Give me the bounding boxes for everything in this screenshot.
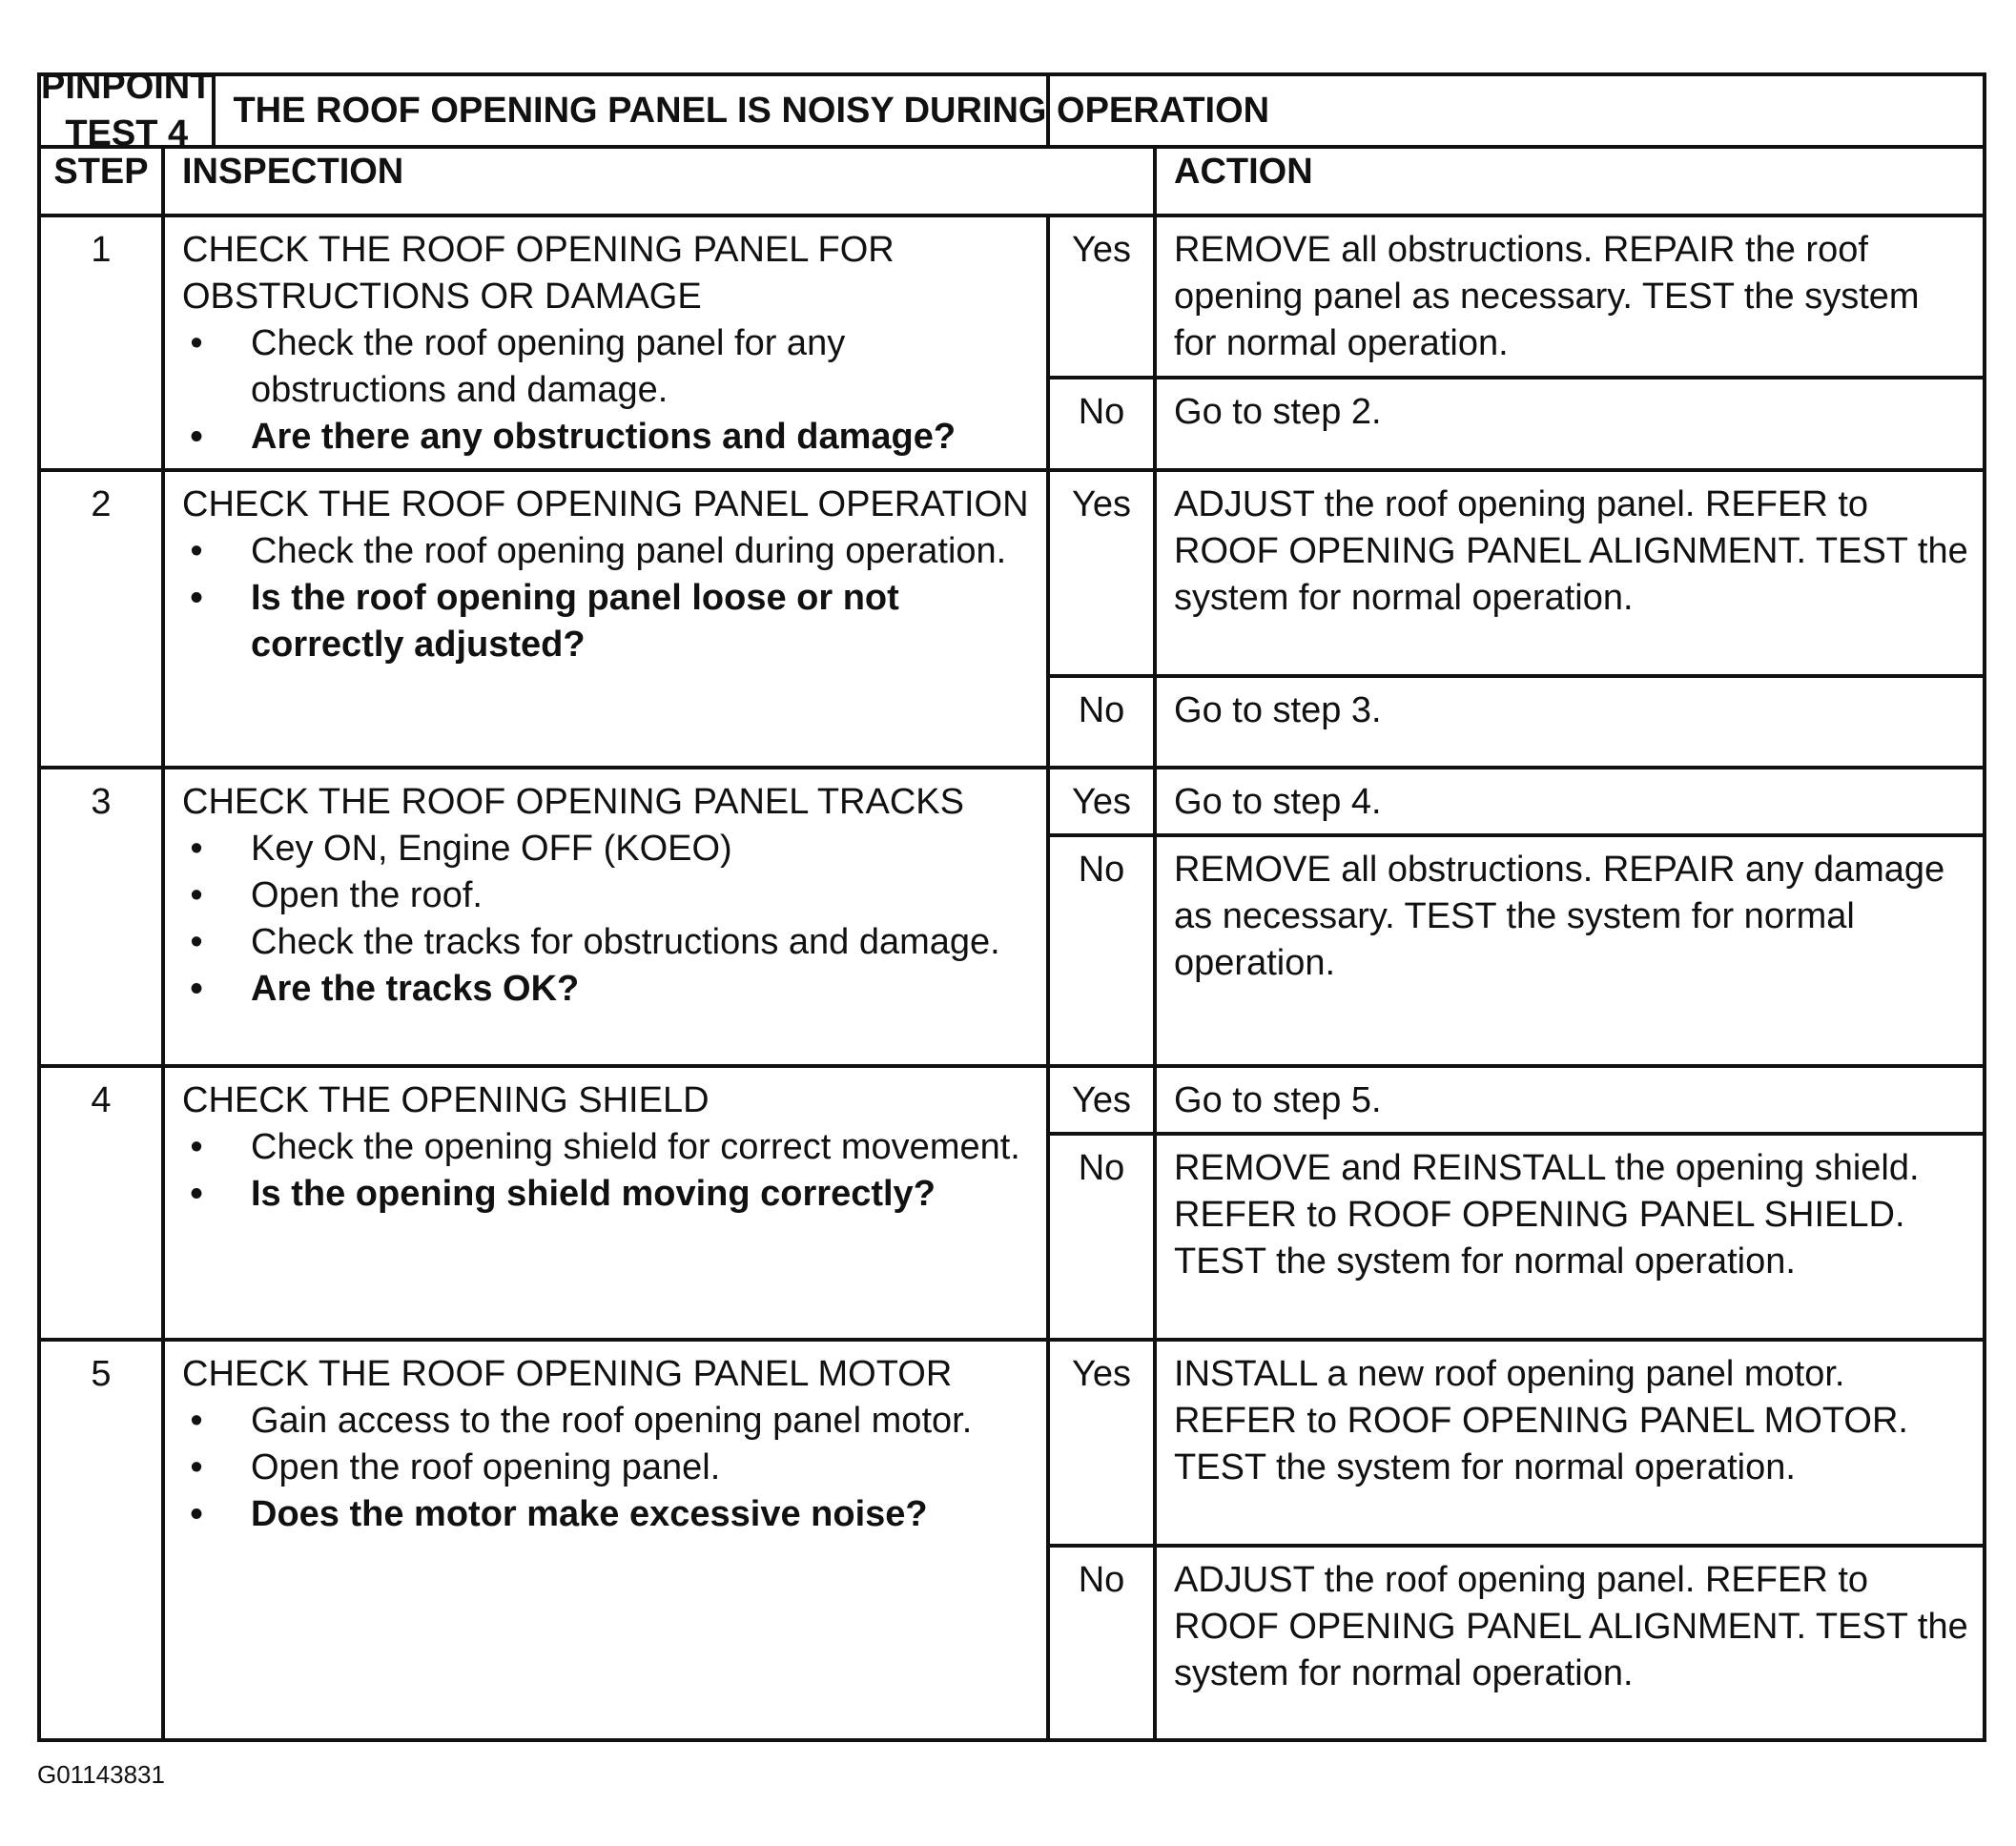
no-label: No bbox=[1048, 676, 1155, 768]
yes-label: Yes bbox=[1048, 470, 1155, 676]
inspection-bullet-list bbox=[182, 528, 1033, 668]
inspection-question: • Is the roof opening panel loose or not correctly adjusted? bbox=[182, 575, 1033, 668]
no-action: REMOVE all obstructions. REPAIR any damage as necessary. TEST the system for normal operation. bbox=[1155, 835, 1985, 1066]
yes-label: Yes bbox=[1048, 1066, 1155, 1134]
no-label: No bbox=[1048, 378, 1155, 470]
title-split-cell bbox=[39, 67, 1270, 154]
inspection-title: CHECK THE ROOF OPENING PANEL TRACKS bbox=[182, 782, 964, 822]
inspection-bullet-list bbox=[182, 1398, 1033, 1538]
pinpoint-test-table bbox=[37, 67, 1986, 1742]
inspection-bullet: • Gain access to the roof opening panel motor. bbox=[182, 1398, 1033, 1445]
column-header-row bbox=[39, 147, 1985, 215]
inspection-bullet: • Check the roof opening panel during operation. bbox=[182, 528, 1033, 575]
inspection-cell bbox=[163, 768, 1048, 1066]
inspection-question: • Are there any obstructions and damage? bbox=[182, 414, 1033, 461]
page-title: THE ROOF OPENING PANEL IS NOISY DURING OPERATION bbox=[233, 90, 1270, 131]
inspection-question: • Are the tracks OK? bbox=[182, 966, 1033, 1013]
yes-action: ADJUST the roof opening panel. REFER to ROOF OPENING PANEL ALIGNMENT. TEST the system for normal operation. bbox=[1155, 470, 1985, 676]
inspection-cell bbox=[163, 470, 1048, 768]
yes-action: REMOVE all obstructions. REPAIR the roof opening panel as necessary. TEST the system for normal operation. bbox=[1155, 215, 1985, 378]
yes-label: Yes bbox=[1048, 1340, 1155, 1546]
step-row bbox=[39, 470, 1985, 676]
inspection-cell bbox=[163, 1066, 1048, 1340]
step-column-header: STEP bbox=[39, 147, 163, 215]
yes-action: Go to step 5. bbox=[1155, 1066, 1985, 1134]
no-label: No bbox=[1048, 1546, 1155, 1740]
step-row bbox=[39, 768, 1985, 835]
step-number: 2 bbox=[39, 470, 163, 768]
inspection-bullet: • Key ON, Engine OFF (KOEO) bbox=[182, 826, 1033, 872]
inspection-cell bbox=[163, 215, 1048, 470]
inspection-bullet-list bbox=[182, 320, 1033, 461]
inspection-bullet-list bbox=[182, 1124, 1033, 1218]
pinpoint-test-sheet bbox=[37, 67, 1983, 1742]
inspection-bullet-list bbox=[182, 826, 1033, 1013]
inspection-bullet: • Check the opening shield for correct movement. bbox=[182, 1124, 1033, 1171]
step-row bbox=[39, 215, 1985, 378]
inspection-title: CHECK THE ROOF OPENING PANEL FOR OBSTRUCTIONS OR DAMAGE bbox=[182, 230, 895, 317]
inspection-title: CHECK THE ROOF OPENING PANEL OPERATION bbox=[182, 484, 1029, 524]
no-action: Go to step 3. bbox=[1155, 676, 1985, 768]
inspection-bullet: • Check the roof opening panel for any obstructions and damage. bbox=[182, 320, 1033, 414]
inspection-title: CHECK THE ROOF OPENING PANEL MOTOR bbox=[182, 1354, 953, 1394]
inspection-question: • Is the opening shield moving correctly? bbox=[182, 1171, 1033, 1218]
yes-action: Go to step 4. bbox=[1155, 768, 1985, 835]
no-label: No bbox=[1048, 1134, 1155, 1340]
no-action: Go to step 2. bbox=[1155, 378, 1985, 470]
inspection-bullet: • Open the roof opening panel. bbox=[182, 1445, 1033, 1491]
figure-code: G01143831 bbox=[37, 1760, 165, 1789]
inspection-bullet: • Open the roof. bbox=[182, 872, 1033, 919]
inspection-question: • Does the motor make excessive noise? bbox=[182, 1491, 1033, 1538]
step-number: 1 bbox=[39, 215, 163, 470]
action-column-header: ACTION bbox=[1155, 147, 1985, 215]
no-action: REMOVE and REINSTALL the opening shield. REFER to ROOF OPENING PANEL SHIELD. TEST the system for normal operation. bbox=[1155, 1134, 1985, 1340]
test-label: PINPOINT TEST 4 bbox=[41, 76, 216, 145]
yes-action: INSTALL a new roof opening panel motor. REFER to ROOF OPENING PANEL MOTOR. TEST the system for normal operation. bbox=[1155, 1340, 1985, 1546]
step-number: 5 bbox=[39, 1340, 163, 1740]
inspection-column-header: INSPECTION bbox=[163, 147, 1155, 215]
yes-label: Yes bbox=[1048, 215, 1155, 378]
inspection-cell bbox=[163, 1340, 1048, 1740]
no-label: No bbox=[1048, 835, 1155, 1066]
inspection-title: CHECK THE OPENING SHIELD bbox=[182, 1080, 710, 1120]
inspection-bullet: • Check the tracks for obstructions and damage. bbox=[182, 919, 1033, 966]
step-number: 3 bbox=[39, 768, 163, 1066]
step-row bbox=[39, 1340, 1985, 1546]
title-row bbox=[39, 74, 1985, 147]
step-row bbox=[39, 1066, 1985, 1134]
step-number: 4 bbox=[39, 1066, 163, 1340]
yes-label: Yes bbox=[1048, 768, 1155, 835]
no-action: ADJUST the roof opening panel. REFER to ROOF OPENING PANEL ALIGNMENT. TEST the system for normal operation. bbox=[1155, 1546, 1985, 1740]
